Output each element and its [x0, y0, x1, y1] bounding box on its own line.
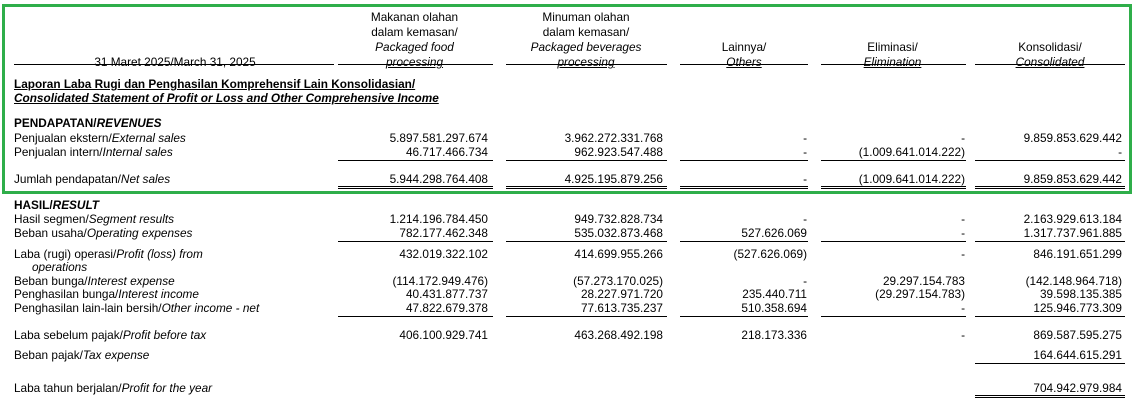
cell-food: 5.944.298.764.408: [389, 172, 488, 186]
statement-title: [0, 77, 1140, 92]
row-label: Penjualan intern/Internal sales: [14, 145, 173, 159]
col-header-line: Makanan olahan: [370, 10, 459, 24]
revenues-heading-label: PENDAPATAN/REVENUES: [14, 116, 162, 130]
cell-consolidated: 869.587.595.275: [1033, 328, 1122, 342]
cell-food: 5.897.581.297.674: [389, 131, 488, 145]
cell-food: 1.214.196.784.450: [389, 212, 488, 226]
cell-beverage: 4.925.195.879.256: [564, 172, 663, 186]
cell-food: 406.100.929.741: [399, 328, 488, 342]
row-other-income: [0, 301, 1140, 316]
header-rule: [338, 64, 493, 65]
cell-others: -: [803, 172, 807, 186]
col-header-line: Minuman olahan: [542, 10, 630, 24]
cell-consolidated: (142.148.964.718): [1025, 274, 1122, 288]
col-header-consolidated: [975, 40, 1125, 70]
cell-consolidated: -: [1118, 145, 1122, 159]
row-label: Beban bunga/Interest expense: [14, 274, 175, 288]
cell-beverage: 77.613.735.237: [580, 301, 663, 315]
row-external-sales: [0, 131, 1140, 146]
col-header-line: Others: [726, 55, 762, 69]
subtotal-rule: [821, 316, 966, 317]
cell-consolidated: 39.598.135.385: [1039, 287, 1122, 301]
statement-title-id: Laporan Laba Rugi dan Penghasilan Komprehensif Lain Konsolidasian/: [14, 77, 416, 91]
col-header-line: Eliminasi/: [867, 40, 918, 54]
statement-title-en-row: [0, 91, 1140, 106]
subtotal-rule: [975, 160, 1125, 161]
subtotal-rule: [338, 316, 493, 317]
subtotal-rule: [975, 363, 1125, 364]
cell-beverage: 463.268.492.198: [574, 328, 663, 342]
total-rule: [338, 186, 493, 187]
col-header-line: Lainnya/: [721, 40, 767, 54]
row-label: Beban usaha/Operating expenses: [14, 226, 193, 240]
row-label: Laba sebelum pajak/Profit before tax: [14, 328, 207, 342]
cell-consolidated: 9.859.853.629.442: [1023, 172, 1122, 186]
cell-elimination: (29.297.154.783): [875, 287, 965, 301]
row-operating-expenses: [0, 226, 1140, 241]
row-label: Penghasilan lain-lain bersih/Other income - net: [14, 301, 260, 315]
subtotal-rule: [821, 241, 966, 242]
col-header-line: dalam kemasan/: [542, 25, 630, 39]
total-rule: [821, 186, 966, 187]
row-interest-income: [0, 287, 1140, 302]
subtotal-rule: [680, 241, 808, 242]
cell-elimination: -: [961, 226, 965, 240]
cell-elimination: -: [961, 301, 965, 315]
cell-food: (114.172.949.476): [392, 274, 488, 288]
cell-elimination: (1.009.641.014.222): [858, 145, 965, 159]
subtotal-rule: [506, 316, 667, 317]
cell-elimination: -: [961, 247, 965, 261]
cell-beverage: 949.732.828.734: [574, 212, 663, 226]
cell-consolidated: 125.946.773.309: [1033, 301, 1122, 315]
row-label-continuation: operations: [32, 260, 88, 274]
cell-beverage: 414.699.955.266: [574, 247, 663, 261]
cell-food: 40.431.877.737: [405, 287, 488, 301]
subtotal-rule: [821, 160, 966, 161]
total-rule: [975, 188, 1125, 189]
row-operating-profit-cont: [0, 260, 1140, 275]
subtotal-rule: [680, 316, 808, 317]
col-header-line: dalam kemasan/: [371, 25, 458, 39]
col-header-line: Konsolidasi/: [1018, 40, 1082, 54]
cell-beverage: 962.923.547.488: [574, 145, 663, 159]
total-rule: [506, 186, 667, 187]
cell-elimination: -: [961, 328, 965, 342]
col-header-beverage: [505, 10, 667, 70]
cell-consolidated: 704.942.979.984: [1033, 381, 1122, 395]
cell-food: 782.177.462.348: [399, 226, 488, 240]
cell-consolidated: 164.644.615.291: [1033, 348, 1122, 362]
cell-consolidated: 9.859.853.629.442: [1023, 131, 1122, 145]
revenues-heading: [0, 116, 1140, 131]
result-heading-label: HASIL/RESULT: [14, 198, 99, 212]
row-profit-for-year: [0, 381, 1140, 396]
subtotal-rule: [506, 241, 667, 242]
subtotal-rule: [506, 160, 667, 161]
cell-food: 432.019.322.102: [399, 247, 488, 261]
row-label: Hasil segmen/Segment results: [14, 212, 174, 226]
period-header: [40, 55, 310, 70]
cell-consolidated: 1.317.737.961.885: [1023, 226, 1122, 240]
total-rule: [338, 188, 493, 189]
subtotal-rule: [680, 160, 808, 161]
row-label: Laba (rugi) operasi/Profit (loss) from: [14, 247, 203, 261]
header-rule: [680, 64, 808, 65]
cell-others: -: [803, 131, 807, 145]
cell-beverage: 3.962.272.331.768: [564, 131, 663, 145]
total-rule: [975, 186, 1125, 187]
subtotal-rule: [975, 316, 1125, 317]
col-header-line: processing: [385, 55, 444, 69]
cell-others: 510.358.694: [741, 301, 807, 315]
cell-elimination: (1.009.641.014.222): [858, 172, 965, 186]
col-header-elimination: [820, 40, 965, 70]
row-profit-before-tax: [0, 328, 1140, 343]
total-rule: [680, 188, 808, 189]
cell-beverage: 535.032.873.468: [574, 226, 663, 240]
cell-elimination: -: [961, 212, 965, 226]
total-rule: [680, 186, 808, 187]
row-label: Jumlah pendapatan/Net sales: [14, 172, 171, 186]
cell-consolidated: 846.191.651.299: [1033, 247, 1122, 261]
cell-consolidated: 2.163.929.613.184: [1023, 212, 1122, 226]
row-label: Laba tahun berjalan/Profit for the year: [14, 381, 213, 395]
col-header-line: processing: [557, 55, 615, 69]
total-rule: [975, 397, 1125, 398]
cell-others: -: [803, 212, 807, 226]
row-label: Beban pajak/Tax expense: [14, 348, 150, 362]
cell-beverage: 28.227.971.720: [580, 287, 663, 301]
cell-others: -: [803, 274, 807, 288]
row-label: Penghasilan bunga/Interest income: [14, 287, 199, 301]
cell-others: -: [803, 145, 807, 159]
cell-others: 235.440.711: [742, 287, 807, 301]
total-rule: [975, 395, 1125, 396]
cell-others: (527.626.069): [733, 247, 807, 261]
result-heading: [0, 198, 1140, 213]
header-rule: [975, 64, 1125, 65]
row-net-sales: [0, 172, 1140, 187]
row-label: Penjualan ekstern/External sales: [14, 131, 186, 145]
header-rule: [506, 64, 667, 65]
cell-food: 47.822.679.378: [405, 301, 488, 315]
row-tax-expense: [0, 348, 1140, 363]
statement-title-en: Consolidated Statement of Profit or Loss and Other Comprehensive Income: [14, 91, 439, 105]
cell-beverage: (57.273.170.025): [573, 274, 663, 288]
col-header-line: Elimination: [863, 55, 922, 69]
subtotal-rule: [338, 241, 493, 242]
cell-elimination: -: [961, 131, 965, 145]
col-header-line: Packaged food: [375, 40, 454, 54]
total-rule: [821, 188, 966, 189]
period-label: 31 Maret 2025/March 31, 2025: [94, 55, 256, 69]
cell-elimination: 29.297.154.783: [882, 274, 965, 288]
col-header-others: [680, 40, 808, 70]
cell-food: 46.717.466.734: [405, 145, 488, 159]
total-rule: [506, 188, 667, 189]
header-rule: [821, 64, 966, 65]
header-rule: [14, 64, 334, 65]
cell-others: 218.173.336: [741, 328, 807, 342]
row-internal-sales: [0, 145, 1140, 160]
col-header-line: Packaged beverages: [530, 40, 642, 54]
row-segment-results: [0, 212, 1140, 227]
subtotal-rule: [975, 241, 1125, 242]
subtotal-rule: [338, 160, 493, 161]
col-header-line: Consolidated: [1015, 55, 1085, 69]
col-header-food: [337, 10, 492, 70]
cell-others: 527.626.069: [741, 226, 807, 240]
